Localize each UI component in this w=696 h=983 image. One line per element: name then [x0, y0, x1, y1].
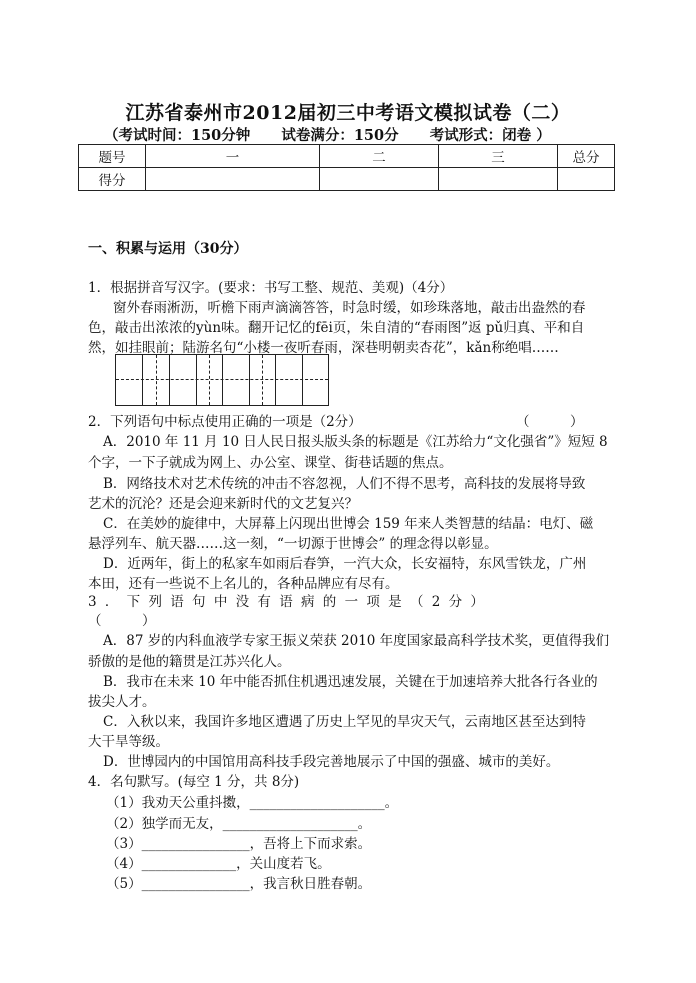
- grid-line: [169, 355, 170, 405]
- q1-passage-line: 然，如挂眼前；陆游名句“小楼一夜听春雨，深巷明朝卖杏花”，kǎn称绝唱……: [88, 340, 559, 356]
- q2-option-c: C．在美妙的旋律中，大屏幕上闪现出世博会 159 年来人类智慧的结晶：电灯、磁: [103, 516, 594, 532]
- q3-option-a: A．87 岁的内科血液学专家王振义荣获 2010 年度国家最高科学技术奖，更值得我们: [103, 633, 610, 649]
- grid-line: [196, 355, 197, 405]
- q3-option-c-cont: 大干旱等级。: [88, 734, 169, 750]
- grid-line: [275, 355, 276, 405]
- grid-line: [249, 355, 250, 405]
- q2-option-a: A．2010 年 11 月 10 日人民日报头版头条的标题是《江苏给力“文化强省”》短短 8: [103, 434, 608, 450]
- q4-blank-item[interactable]: （2）独学而无友，____________________。: [106, 816, 372, 832]
- score-cell: 题号: [79, 145, 146, 168]
- q1-stem: 1．根据拼音写汉字。(要求：书写工整、规范、美观)（4分）: [88, 280, 454, 296]
- exam-title: 江苏省泰州市2012届初三中考语文模拟试卷（二）: [125, 102, 571, 124]
- q2-option-a-cont: 个字，一下子就成为网上、办公室、课堂、街巷话题的焦点。: [88, 455, 453, 471]
- score-table-score-row: [79, 168, 615, 191]
- grid-line: [262, 355, 263, 405]
- exam-format: 考试形式：闭卷 ）: [429, 127, 551, 144]
- exam-time: （考试时间：150分钟: [104, 127, 251, 144]
- score-input-cell[interactable]: [320, 168, 439, 191]
- score-cell: 总分: [558, 145, 615, 168]
- q2-option-d-cont: 本田，还有一些说不上名儿的，各种品牌应有尽有。: [88, 576, 399, 592]
- q2-stem: 2．下列语句中标点使用正确的一项是（2分）: [88, 414, 362, 430]
- grid-line: [302, 355, 303, 405]
- q3-option-d: D．世博园内的中国馆用高科技手段完善地展示了中国的强盛、城市的美好。: [103, 754, 560, 770]
- q4-blank-item[interactable]: （1）我劝天公重抖擞，____________________。: [106, 795, 399, 811]
- score-cell: 得分: [79, 168, 146, 191]
- grid-line: [156, 355, 157, 405]
- q4-blank-item[interactable]: （4）______________，关山度若飞。: [106, 856, 331, 872]
- q4-blank-item[interactable]: （5）________________，我言秋日胜春朝。: [106, 876, 372, 892]
- q3-option-a-cont: 骄傲的是他的籍贯是江苏兴化人。: [88, 654, 291, 670]
- section-heading: 一、积累与运用（30分）: [88, 241, 248, 257]
- score-cell: 一: [146, 145, 320, 168]
- grid-line: [222, 355, 223, 405]
- q3-answer-bracket[interactable]: （ ）: [88, 613, 156, 629]
- grid-line: [209, 355, 210, 405]
- handwriting-grid[interactable]: [115, 354, 329, 406]
- score-input-cell[interactable]: [146, 168, 320, 191]
- score-cell: 三: [439, 145, 558, 168]
- q2-option-d: D．近两年，街上的私家车如雨后春笋，一汽大众，长安福特，东风雪铁龙，广州: [103, 556, 587, 572]
- q2-option-c-cont: 悬浮列车、航天器……这一刻，“一切源于世博会” 的理念得以彰显。: [88, 536, 498, 552]
- q1-passage-line: 色，敲击出浓浓的yùn味。翻开记忆的fēi页，朱自清的“春雨图”返 pǔ归真、平和自: [88, 320, 585, 336]
- q2-answer-bracket[interactable]: （ ）: [516, 414, 584, 430]
- score-input-cell[interactable]: [439, 168, 558, 191]
- q3-option-b-cont: 拔尖人才。: [88, 694, 156, 710]
- score-table-header-row: [79, 145, 615, 168]
- grid-line: [142, 355, 143, 405]
- exam-info: [104, 124, 577, 145]
- score-cell: 二: [320, 145, 439, 168]
- q1-passage-line: 窗外春雨淅沥，听檐下雨声滴滴答答，时急时缓，如珍珠落地，敲击出盎然的春: [113, 300, 586, 316]
- q3-option-b: B．我市在未来 10 年中能否抓住机遇迅速发展，关键在于加速培养大批各行各业的: [103, 674, 598, 690]
- q3-option-c: C．入秋以来，我国许多地区遭遇了历史上罕见的旱灾天气，云南地区甚至达到特: [103, 714, 586, 730]
- q3-stem: 3 ． 下 列 语 句 中 没 有 语 病 的 一 项 是 （ 2 分 ）: [88, 594, 486, 610]
- q2-option-b: B．网络技术对艺术传统的冲击不容忽视，人们不得不思考，高科技的发展将导致: [103, 476, 586, 492]
- score-table: [78, 144, 615, 191]
- exam-full-marks: 试卷满分：150分: [281, 127, 399, 144]
- q4-stem: 4．名句默写。(每空 1 分，共 8分): [88, 774, 300, 790]
- q2-option-b-cont: 艺术的沉沦？还是会迎来新时代的文艺复兴？: [88, 496, 358, 512]
- q4-blank-item[interactable]: （3）________________，吾将上下而求索。: [106, 836, 372, 852]
- score-input-cell[interactable]: [558, 168, 615, 191]
